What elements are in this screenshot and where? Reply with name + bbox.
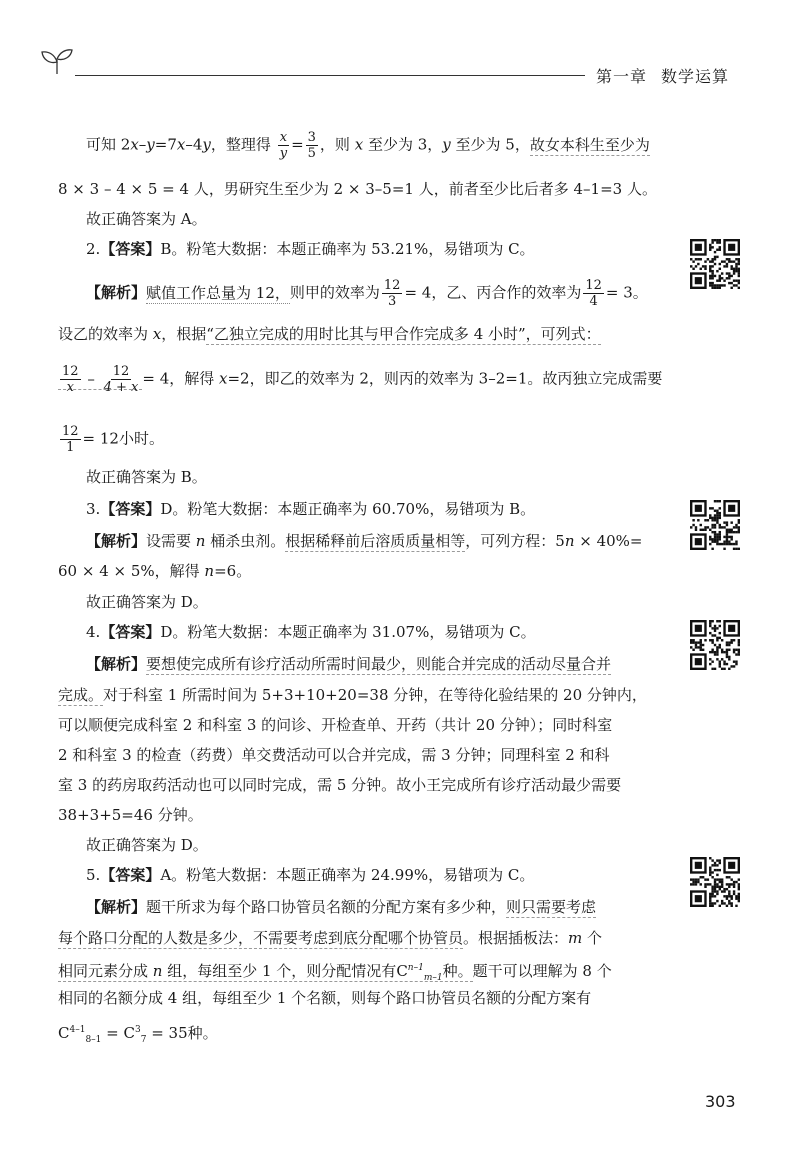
text-span: 个 <box>582 929 603 947</box>
text-span: 8–1 <box>85 1035 102 1045</box>
text-span: m <box>568 929 583 947</box>
analysis-line: 相同的名额分成 4 组，每组至少 1 个名额，则每个路口协管员名额的分配方案有 <box>58 989 592 1007</box>
text-span: 相同元素分成 <box>58 962 153 980</box>
answer-line: 故正确答案为 D。 <box>86 593 208 611</box>
text-span: 12 <box>62 424 79 439</box>
analysis-line <box>58 926 602 950</box>
equation-line <box>58 364 662 395</box>
text-span: y <box>146 135 155 154</box>
text-span: C <box>123 1024 135 1042</box>
text-span: 1 <box>66 440 75 455</box>
fraction <box>382 278 403 309</box>
text-span: 桶杀虫剂。 <box>205 532 286 550</box>
page-number: 303 <box>705 1092 736 1111</box>
text-span: n–1 <box>407 963 424 973</box>
text-span: 【解析】 <box>86 655 147 673</box>
text-span: 12 <box>585 278 602 293</box>
text-span: – <box>82 369 100 388</box>
text-span: 每个路口分配的人数是多少，不需要考虑到底分配哪个协管员 <box>58 929 464 947</box>
analysis-line <box>58 956 612 990</box>
text-span: 7 <box>140 1035 147 1045</box>
text-span: ，则 <box>319 135 355 154</box>
text-span: =6。 <box>214 562 252 580</box>
answer-line: 故正确答案为 A。 <box>86 210 207 228</box>
text-span: “乙独立完成的用时比其与甲合作完成多 4 小时”，可列式： <box>206 325 601 343</box>
analysis-line <box>58 683 647 707</box>
text-span: C <box>396 962 408 980</box>
qr-code-icon[interactable] <box>690 620 740 670</box>
text-span: =7 <box>154 135 177 154</box>
text-span: n <box>195 532 206 550</box>
text-span: A。粉笔大数据：本题正确率为 24.99%，易错项为 C。 <box>160 866 535 884</box>
text-span: ，可列方程：5 <box>465 532 565 550</box>
text-span: ，根据 <box>161 325 207 343</box>
text-span: 3 <box>307 130 316 145</box>
qr-code-icon[interactable] <box>690 239 740 289</box>
text-span: 题干所求为每个路口协管员名额的分配方案有多少种， <box>146 898 507 916</box>
chapter-title <box>596 64 729 87</box>
text-span: x <box>152 325 162 343</box>
fraction <box>306 130 318 161</box>
fraction <box>102 364 141 395</box>
sprout-logo-icon <box>40 46 74 76</box>
answer-line: 故正确答案为 B。 <box>86 468 207 486</box>
text-line <box>86 130 650 161</box>
text-span: 2. <box>86 240 101 258</box>
text-line: 8 × 3 – 4 × 5 = 4 人，男研究生至少为 2 × 3–5=1 人，前者至少比后者多 4–1=3 人。 <box>58 180 657 198</box>
text-span: –4 <box>185 135 203 154</box>
equation-line <box>58 424 164 455</box>
text-span: B。粉笔大数据：本题正确率为 53.21%，易错项为 C。 <box>160 240 535 258</box>
text-span: = 4，解得 <box>142 369 220 388</box>
text-span: 5 <box>307 146 316 161</box>
text-span: – <box>138 135 147 154</box>
text-span: 12 <box>62 364 79 379</box>
text-span: 【解析】 <box>86 283 147 302</box>
text-span: 完成。 <box>58 686 104 704</box>
text-span: 至少为 5， <box>450 135 530 154</box>
answer-header-q2 <box>86 237 535 261</box>
text-span: 3 <box>388 294 397 309</box>
text-span: × 40%= <box>574 532 643 550</box>
text-span: n <box>204 562 215 580</box>
qr-code-icon[interactable] <box>690 500 740 550</box>
combination <box>124 1018 147 1052</box>
analysis-line <box>86 278 648 309</box>
text-span: y <box>202 135 211 154</box>
text-span: n <box>152 962 163 980</box>
text-span: = <box>101 1024 124 1042</box>
equation-line <box>58 1018 218 1052</box>
answer-header-q5 <box>86 863 534 887</box>
text-span: 故女本科生至少为 <box>529 135 650 154</box>
text-span: 种。 <box>442 962 473 980</box>
analysis-line <box>86 529 643 553</box>
text-span: = 3。 <box>605 283 648 302</box>
fraction <box>60 424 81 455</box>
text-span: D。粉笔大数据：本题正确率为 31.07%，易错项为 C。 <box>160 623 536 641</box>
fraction <box>583 278 604 309</box>
qr-code-icon[interactable] <box>690 857 740 907</box>
chapter-number: 第一章 <box>596 67 648 86</box>
text-span: y <box>279 146 288 161</box>
chapter-name: 数学运算 <box>661 67 730 86</box>
text-span: 可知 2 <box>86 135 131 154</box>
text-span: 则甲的效率为 <box>289 283 380 302</box>
page-header <box>0 0 800 100</box>
text-span: 【答案】 <box>100 240 161 258</box>
text-span: 对于科室 1 所需时间为 5+3+10+20=38 分钟，在等待化验结果的 20 分钟内， <box>103 686 647 704</box>
text-span: 3 <box>134 1025 141 1035</box>
answer-header-q4 <box>86 620 536 644</box>
text-span: 4 + x <box>103 380 139 395</box>
text-span: 12 <box>383 278 401 293</box>
text-span: y <box>442 135 451 154</box>
text-span: x <box>176 135 186 154</box>
header-rule <box>75 75 585 76</box>
text-span: ， <box>210 135 226 154</box>
text-span: 整理得 <box>225 135 271 154</box>
text-span: 【解析】 <box>86 532 147 550</box>
text-span: x <box>130 135 139 154</box>
text-span: 题干可以理解为 8 个 <box>472 962 612 980</box>
answer-header-q3 <box>86 497 535 521</box>
text-span: =2，即乙的效率为 2，则丙的效率为 3–2=1。故丙独立完成需要 <box>227 369 663 388</box>
text-span: 。根据插板法： <box>463 929 569 947</box>
text-span: 设乙的效率为 <box>58 325 153 343</box>
text-span: x <box>354 135 364 154</box>
text-span: 则只需要考虑 <box>506 898 597 916</box>
text-span: 4 <box>589 294 598 309</box>
text-span: = 12小时。 <box>82 429 164 448</box>
fraction <box>60 364 81 395</box>
combination <box>58 1018 101 1052</box>
fraction <box>278 130 289 161</box>
analysis-line <box>86 895 596 919</box>
analysis-line: 38+3+5=46 分钟。 <box>58 806 203 824</box>
text-span: = 35种。 <box>146 1024 218 1042</box>
analysis-line <box>86 652 611 676</box>
text-span: 设需要 <box>146 532 196 550</box>
text-span: 12 <box>112 364 130 379</box>
text-span: 要想使完成所有诊疗活动所需时间最少，则能合并完成的活动尽量合并 <box>146 655 612 673</box>
text-span: D。粉笔大数据：本题正确率为 60.70%，易错项为 B。 <box>160 500 536 518</box>
text-span: 5. <box>86 866 101 884</box>
text-span <box>58 962 473 982</box>
text-span: 3. <box>86 500 101 518</box>
text-span <box>58 364 142 395</box>
analysis-line: 2 和科室 3 的检查（药费）单交费活动可以合并完成，需 3 分钟；同理科室 2 和科 <box>58 746 610 764</box>
text-span: 组，每组至少 1 个，则分配情况有 <box>162 962 397 980</box>
text-span: 根据稀释前后溶质质量相等 <box>285 532 466 550</box>
text-span: 60 × 4 × 5%，解得 <box>58 562 205 580</box>
text-span: x <box>279 130 288 145</box>
text-span: 【答案】 <box>100 866 161 884</box>
analysis-line <box>58 322 601 346</box>
text-span: m–1 <box>423 973 443 983</box>
text-span: 赋值工作总量为 12， <box>146 283 290 302</box>
answer-line: 故正确答案为 D。 <box>86 836 208 854</box>
text-span: n <box>564 532 575 550</box>
analysis-line <box>58 559 251 583</box>
combination <box>396 956 442 990</box>
text-span: x <box>219 369 228 388</box>
text-span: 4. <box>86 623 101 641</box>
analysis-line: 室 3 的药房取药活动也可以同时完成，需 5 分钟。故小王完成所有诊疗活动最少需要 <box>58 776 622 794</box>
text-span: 4–1 <box>69 1025 86 1035</box>
text-span: = <box>291 135 304 154</box>
text-span: 【答案】 <box>100 500 161 518</box>
text-span: 至少为 3， <box>363 135 443 154</box>
text-span: = 4，乙、丙合作的效率为 <box>404 283 582 302</box>
text-span: x <box>66 380 74 395</box>
analysis-line: 可以顺便完成科室 2 和科室 3 的问诊、开检查单、开药（共计 20 分钟）；同时科室 <box>58 716 613 734</box>
text-span: 【解析】 <box>86 898 147 916</box>
text-span: C <box>58 1024 70 1042</box>
text-span: 【答案】 <box>100 623 161 641</box>
